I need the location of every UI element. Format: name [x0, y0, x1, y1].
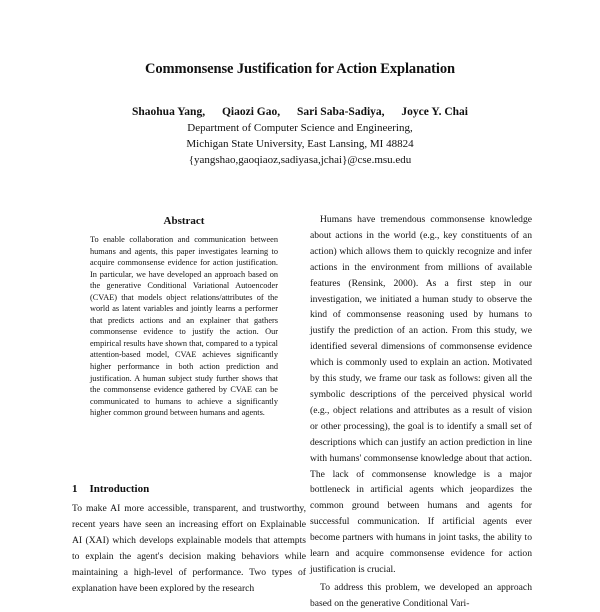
abstract-text: To enable collaboration and communication between humans and agents, this paper investigates learning to acquire commonsense evidence for action justification. In particular, we have developed an approach based on the generative Conditional Variational Autoencoder (CVAE) that models object relations/attributes of the world as latent variables and jointly learns a performer that predicts actions and an explainer that gathers commonsense evidence to justify the action. Our empirical results have shown that, compared to a typical attention-based model, CVAE achieves significantly higher performance in both action prediction and justification. A human subject study further shows that the commonsense evidence gathered by CVAE can be communicated to humans to achieve a significantly higher common ground between humans and agents. [90, 235, 278, 418]
right-column [310, 212, 532, 612]
section-heading-introduction [72, 482, 149, 496]
paper-title: Commonsense Justification for Action Explanation [145, 61, 455, 77]
affiliation-university: Michigan State University, East Lansing, MI 48824 [186, 138, 414, 150]
introduction-text: To make AI more accessible, transparent, and trustworthy, recent years have seen an increasing effort on Explainable AI (XAI) which develops explainable models that attempts to explain the agent's decision making behaviors while maintaining a high-level of performance. Two types of explanation have been explored by the research [72, 503, 306, 594]
abstract-heading: Abstract [163, 215, 205, 227]
author-name: Qiaozi Gao, [221, 106, 281, 118]
body-paragraph: Humans have tremendous commonsense knowledge about actions in the world (e.g., key constituents of an action) which allows them to quickly recognize and infer actions in the environment from millions of available features (Rensink, 2000). As a first step in our investigation, we initiated a human study to observe the kind of commonsense reasoning used by humans to justify the prediction of an action. From this study, we identified several dimensions of commonsense evidence which is commonly used to explain an action. Motivated by this study, we frame our task as follows: given all the symbolic descriptions of the perceived physical world (e.g., object relations and attributes as a result of vision or other processing), the goal is to identify a small set of descriptions which can justify an action prediction in line with humans' commonsense knowledge about that action. The lack of commonsense knowledge is a major bottleneck in artificial agents which jeopardizes the common ground between humans and agents for successful communication. If artificial agents ever become partners with humans in joint tasks, the ability to learn and acquire commonsense evidence for action justification is crucial. [310, 214, 532, 575]
author-list [0, 104, 600, 120]
author-emails: {yangshao,gaoqiaoz,sadiyasa,jchai}@cse.msu.edu [188, 154, 412, 166]
author-name: Joyce Y. Chai [401, 106, 468, 118]
author-name: Sari Saba-Sadiya, [296, 106, 385, 118]
author-name: Shaohua Yang, [132, 106, 206, 118]
affiliation-department: Department of Computer Science and Engineering, [187, 122, 413, 134]
section-title: Introduction [89, 483, 150, 495]
section-number: 1 [72, 483, 78, 495]
body-paragraph: To address this problem, we developed an approach based on the generative Conditional Vari- [310, 581, 532, 609]
